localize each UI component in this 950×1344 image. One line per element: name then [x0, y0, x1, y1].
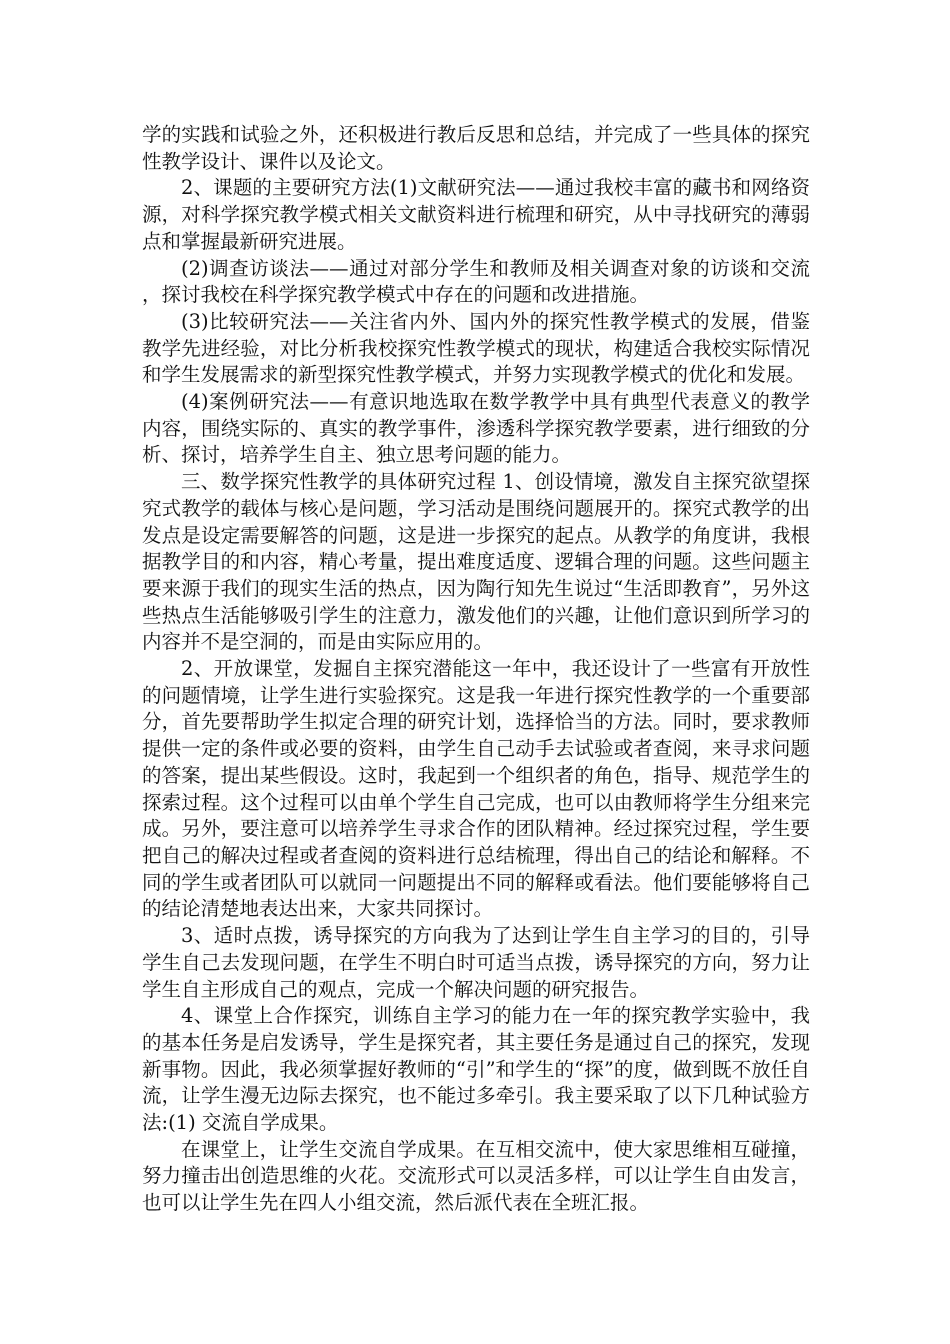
paragraph-intro-continuation: 学的实践和试验之外，还积极进行教后反思和总结，并完成了一些具体的探究性教学设计、课件以及论文。	[142, 123, 810, 173]
paragraph-process-cooperative-inquiry: 4、课堂上合作探究，训练自主学习的能力在一年的探究教学实验中，我的基本任务是启发诱导，学生是探究者，其主要任务是通过自己的探究，发现新事物。因此，我必须掌握好教师的“引”和学生的“探”的度，做到既不放任自流，让学生漫无边际去探究，也不能过多牵引。我主要采取了以下几种试验方法:(1) 交流自学成果。	[142, 1004, 810, 1135]
paragraph-research-methods-literature: 2、课题的主要研究方法(1)文献研究法——通过我校丰富的藏书和网络资源，对科学探究教学模式相关文献资料进行梳理和研究，从中寻找研究的薄弱点和掌握最新研究进展。	[142, 176, 810, 253]
paragraph-research-methods-case-study: (4)案例研究法——有意识地选取在数学教学中具有典型代表意义的教学内容，围绕实际的、真实的教学事件，渗透科学探究教学要素，进行细致的分析、探讨，培养学生自主、独立思考问题的能力。	[142, 390, 810, 467]
paragraph-process-timely-guidance: 3、适时点拨，诱导探究的方向我为了达到让学生自主学习的目的，引导学生自己去发现问题，在学生不明白时可适当点拨，诱导探究的方向，努力让学生自主形成自己的观点，完成一个解决问题的研究报告。	[142, 924, 810, 1001]
paragraph-research-methods-interview: (2)调查访谈法——通过对部分学生和教师及相关调查对象的访谈和交流，探讨我校在科学探究教学模式中存在的问题和改进措施。	[142, 256, 810, 307]
paragraph-process-open-classroom: 2、开放课堂，发掘自主探究潜能这一年中，我还设计了一些富有开放性的问题情境，让学生进行实验探究。这是我一年进行探究性教学的一个重要部分，首先要帮助学生拟定合理的研究计划，选择恰当的方法。同时，要求教师提供一定的条件或必要的资料，由学生自己动手去试验或者查阅，来寻求问题的答案，提出某些假设。这时，我起到一个组织者的角色，指导、规范学生的探索过程。这个过程可以由单个学生自己完成，也可以由教师将学生分组来完成。另外，要注意可以培养学生寻求合作的团队精神。经过探究过程，学生要把自己的解决过程或者查阅的资料进行总结梳理，得出自己的结论和解释。不同的学生或者团队可以就同一问题提出不同的解释或看法。他们要能够将自己的结论清楚地表达出来，大家共同探讨。	[142, 657, 810, 921]
document-body	[142, 122, 810, 1217]
paragraph-research-methods-comparison: (3)比较研究法——关注省内外、国内外的探究性教学模式的发展，借鉴教学先进经验，对比分析我校探究性教学模式的现状，构建适合我校实际情况和学生发展需求的新型探究性教学模式，并努力实现教学模式的优化和发展。	[142, 309, 810, 387]
paragraph-process-create-situation: 三、数学探究性教学的具体研究过程 1、创设情境，激发自主探究欲望探究式教学的载体与核心是问题，学习活动是围绕问题展开的。探究式教学的出发点是设定需要解答的问题，这是进一步探究的起点。从教学的角度讲，我根据教学目的和内容，精心考量，提出难度适度、逻辑合理的问题。这些问题主要来源于我们的现实生活的热点，因为陶行知先生说过“生活即教育”，另外这些热点生活能够吸引学生的注意力，激发他们的兴趣，让他们意识到所学习的内容并不是空洞的，而是由实际应用的。	[142, 470, 810, 654]
paragraph-exchange-results: 在课堂上，让学生交流自学成果。在互相交流中，使大家思维相互碰撞，努力撞击出创造思维的火花。交流形式可以灵活多样，可以让学生自由发言，也可以让学生先在四人小组交流，然后派代表在全班汇报。	[142, 1137, 810, 1215]
